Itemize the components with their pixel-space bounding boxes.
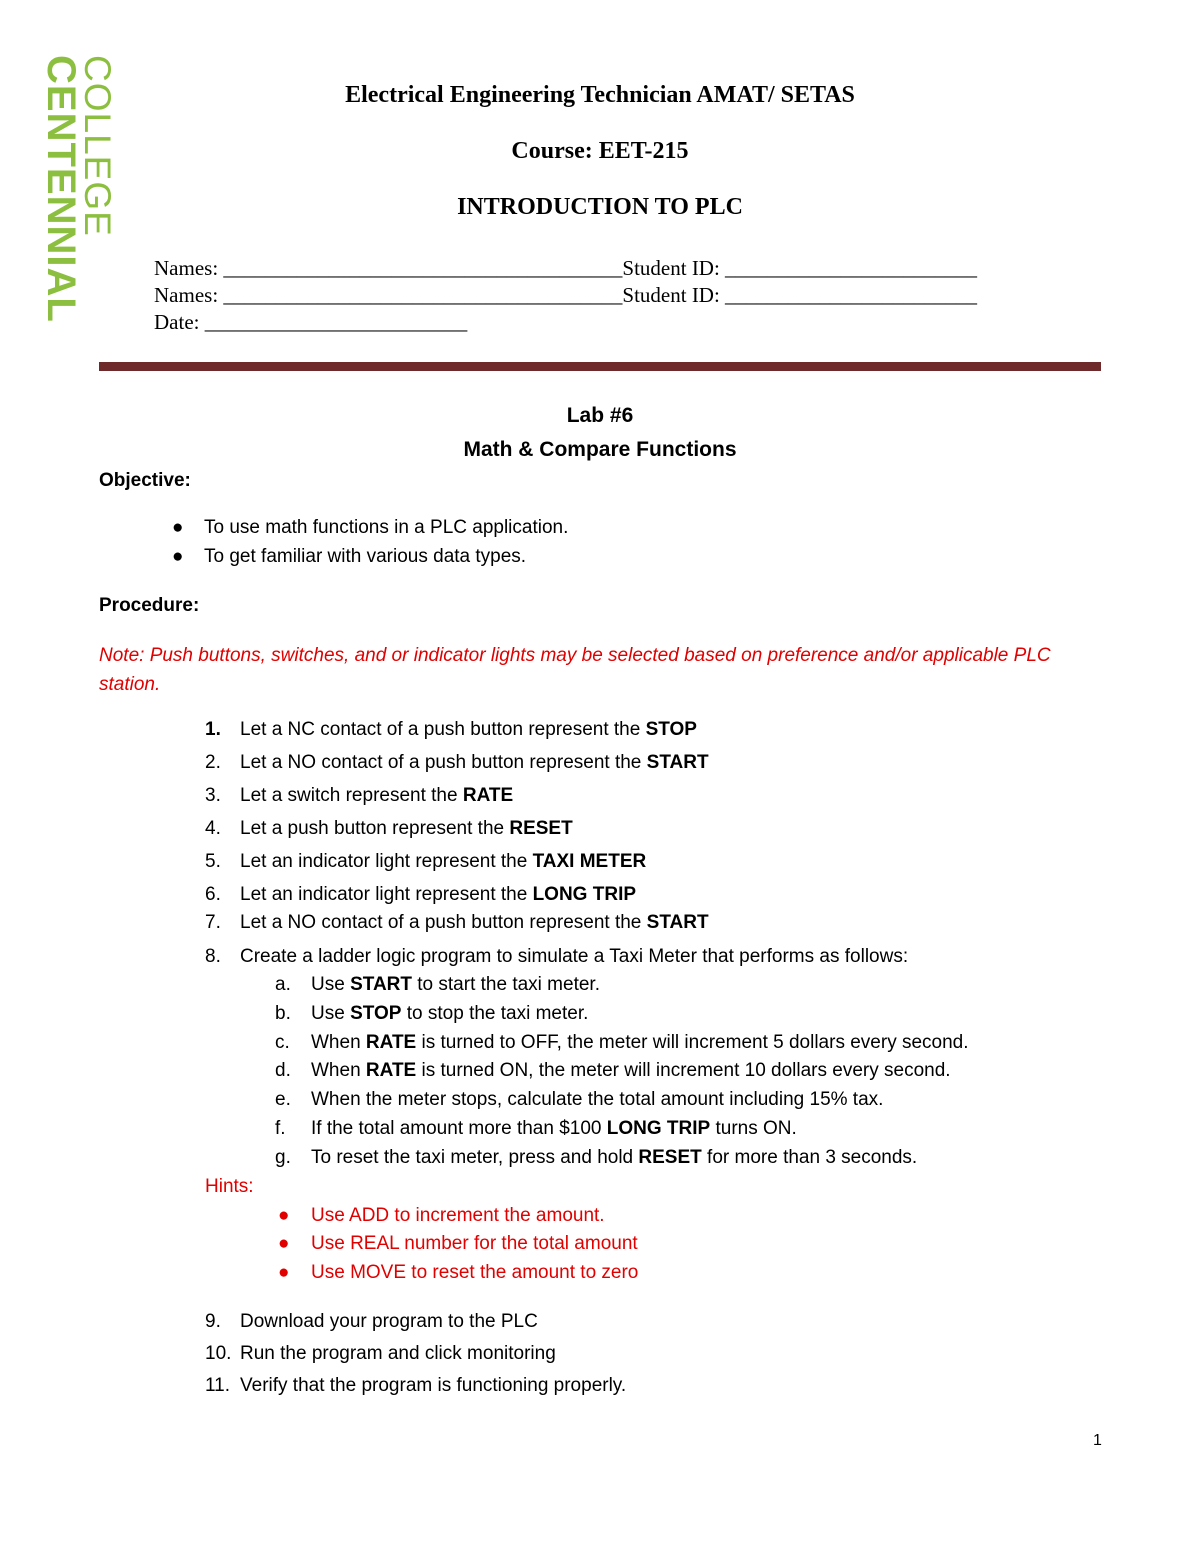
procedure-step: 2. Let a NO contact of a push button represent the START (205, 752, 709, 773)
procedure-step: 11. Verify that the program is functioning properly. (205, 1375, 627, 1396)
procedure-step: 5. Let an indicator light represent the TAXI METER (205, 851, 647, 872)
procedure-substep: e. When the meter stops, calculate the total amount including 15% tax. (275, 1089, 884, 1110)
procedure-substep: d. When RATE is turned ON, the meter will increment 10 dollars every second. (275, 1060, 951, 1081)
hint-item: ● Use ADD to increment the amount. (278, 1205, 605, 1226)
objective-item: ● To get familiar with various data types. (172, 546, 527, 567)
date-field: Date: _________________________ (154, 310, 468, 334)
logo-line-centennial: CENTENNIAL (39, 55, 83, 323)
objective-item: ● To use math functions in a PLC application. (172, 517, 569, 538)
lab-title: Math & Compare Functions (463, 438, 737, 461)
bullet-icon: ● (278, 1233, 290, 1254)
procedure-step: 3. Let a switch represent the RATE (205, 785, 514, 806)
procedure-step: 4. Let a push button represent the RESET (205, 818, 573, 839)
procedure-substep: b. Use STOP to stop the taxi meter. (275, 1003, 589, 1024)
procedure-step: 9. Download your program to the PLC (205, 1311, 538, 1332)
procedure-substep: c. When RATE is turned to OFF, the meter will increment 5 dollars every second. (275, 1032, 969, 1053)
hints-label: Hints: (205, 1176, 254, 1197)
document-title: INTRODUCTION TO PLC (457, 194, 743, 220)
procedure-note: Note: Push buttons, switches, and or indicator lights may be selected based on preference and/or applicable PLC station. (99, 645, 1051, 695)
procedure-substep: a. Use START to start the taxi meter. (275, 974, 600, 995)
procedure-step: 7. Let a NO contact of a push button represent the START (205, 912, 709, 933)
program-title: Electrical Engineering Technician AMAT/ SETAS (345, 82, 855, 108)
procedure-heading: Procedure: (99, 595, 200, 616)
procedure-step: 6. Let an indicator light represent the LONG TRIP (205, 884, 637, 905)
hint-item: ● Use MOVE to reset the amount to zero (278, 1262, 639, 1283)
logo-line-college: COLLEGE (77, 55, 118, 237)
bullet-icon: ● (278, 1262, 290, 1283)
course-title: Course: EET-215 (511, 138, 689, 164)
names-field-2: Names: ______________________________________Student ID: ________________________ (154, 283, 978, 307)
hint-item: ● Use REAL number for the total amount (278, 1233, 638, 1254)
bullet-icon: ● (278, 1205, 290, 1226)
procedure-step: 10. Run the program and click monitoring (205, 1343, 556, 1364)
names-field-1: Names: ______________________________________Student ID: ________________________ (154, 256, 978, 280)
page-number: 1 (1093, 1432, 1102, 1449)
procedure-substep: f. If the total amount more than $100 LONG TRIP turns ON. (275, 1118, 797, 1139)
objective-heading: Objective: (99, 470, 191, 491)
lab-number: Lab #6 (566, 404, 634, 427)
bullet-icon: ● (172, 517, 184, 538)
procedure-step: 8. Create a ladder logic program to simulate a Taxi Meter that performs as follows: (205, 946, 909, 967)
procedure-step: 1. Let a NC contact of a push button represent the STOP (205, 719, 697, 740)
procedure-substep: g. To reset the taxi meter, press and hold RESET for more than 3 seconds. (275, 1147, 918, 1168)
header-divider (99, 362, 1101, 371)
bullet-icon: ● (172, 546, 184, 567)
